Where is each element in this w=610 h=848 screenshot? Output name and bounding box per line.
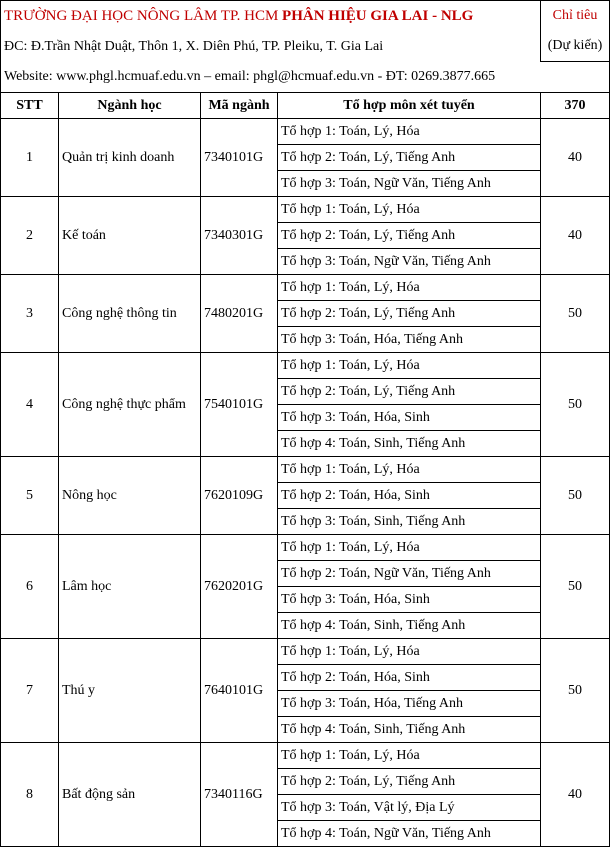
stt-cell: 6 (1, 535, 59, 639)
combo-cell: Tổ hợp 4: Toán, Sinh, Tiếng Anh (278, 717, 541, 743)
combo-cell: Tổ hợp 2: Toán, Lý, Tiếng Anh (278, 301, 541, 327)
stt-cell: 3 (1, 275, 59, 353)
table-row (1, 535, 610, 561)
combo-cell: Tổ hợp 2: Toán, Hóa, Sinh (278, 665, 541, 691)
combo-cell: Tổ hợp 3: Toán, Sinh, Tiếng Anh (278, 509, 541, 535)
school-name: TRƯỜNG ĐẠI HỌC NÔNG LÂM TP. HCM (4, 7, 279, 24)
table-row (1, 457, 610, 483)
code-cell: 7340101G (201, 119, 278, 197)
major-cell: Quản trị kinh doanh (59, 119, 201, 197)
combo-cell: Tổ hợp 2: Toán, Lý, Tiếng Anh (278, 379, 541, 405)
quota-cell: 40 (541, 743, 610, 847)
combo-cell: Tổ hợp 2: Toán, Hóa, Sinh (278, 483, 541, 509)
stt-cell: 1 (1, 119, 59, 197)
major-cell: Thú y (59, 639, 201, 743)
combo-cell: Tổ hợp 2: Toán, Lý, Tiếng Anh (278, 145, 541, 171)
combo-cell: Tổ hợp 1: Toán, Lý, Hóa (278, 457, 541, 483)
major-cell: Lâm học (59, 535, 201, 639)
table-row (1, 119, 610, 145)
combo-cell: Tổ hợp 1: Toán, Lý, Hóa (278, 353, 541, 379)
combo-cell: Tổ hợp 1: Toán, Lý, Hóa (278, 639, 541, 665)
code-cell: 7620201G (201, 535, 278, 639)
combo-cell: Tổ hợp 1: Toán, Lý, Hóa (278, 743, 541, 769)
major-cell: Công nghệ thực phẩm (59, 353, 201, 457)
combo-cell: Tổ hợp 1: Toán, Lý, Hóa (278, 197, 541, 223)
combo-cell: Tổ hợp 2: Toán, Lý, Tiếng Anh (278, 223, 541, 249)
stt-cell: 8 (1, 743, 59, 847)
quota-cell: 50 (541, 639, 610, 743)
code-cell: 7640101G (201, 639, 278, 743)
table-row (1, 197, 610, 223)
stt-cell: 2 (1, 197, 59, 275)
col-total: 370 (541, 93, 610, 119)
combo-cell: Tổ hợp 4: Toán, Sinh, Tiếng Anh (278, 613, 541, 639)
quota-cell: 50 (541, 457, 610, 535)
stt-cell: 7 (1, 639, 59, 743)
code-cell: 7340116G (201, 743, 278, 847)
branch-name: PHÂN HIỆU GIA LAI - NLG (282, 7, 474, 24)
combo-cell: Tổ hợp 3: Toán, Ngữ Văn, Tiếng Anh (278, 171, 541, 197)
col-combos: Tổ hợp môn xét tuyển (278, 93, 541, 119)
stt-cell: 4 (1, 353, 59, 457)
address-line: ĐC: Đ.Trần Nhật Duật, Thôn 1, X. Diên Phú, TP. Pleiku, T. Gia Lai (1, 32, 541, 62)
combo-cell: Tổ hợp 2: Toán, Ngữ Văn, Tiếng Anh (278, 561, 541, 587)
col-code: Mã ngành (201, 93, 278, 119)
col-major: Ngành học (59, 93, 201, 119)
table-row (1, 275, 610, 301)
col-stt: STT (1, 93, 59, 119)
quota-sub-label: (Dự kiến) (541, 32, 610, 62)
quota-label: Chỉ tiêu (541, 1, 610, 32)
quota-cell: 50 (541, 353, 610, 457)
table-row (1, 639, 610, 665)
combo-cell: Tổ hợp 1: Toán, Lý, Hóa (278, 535, 541, 561)
code-cell: 7620109G (201, 457, 278, 535)
combo-cell: Tổ hợp 4: Toán, Sinh, Tiếng Anh (278, 431, 541, 457)
major-cell: Kế toán (59, 197, 201, 275)
quota-cell: 50 (541, 275, 610, 353)
quota-cell: 40 (541, 197, 610, 275)
stt-cell: 5 (1, 457, 59, 535)
combo-cell: Tổ hợp 1: Toán, Lý, Hóa (278, 119, 541, 145)
code-cell: 7540101G (201, 353, 278, 457)
contact-line: Website: www.phgl.hcmuaf.edu.vn – email: phgl@hcmuaf.edu.vn - ĐT: 0269.3877.665 (1, 62, 610, 93)
combo-cell: Tổ hợp 3: Toán, Hóa, Sinh (278, 405, 541, 431)
table-row (1, 743, 610, 769)
code-cell: 7340301G (201, 197, 278, 275)
school-title (1, 1, 541, 32)
combo-cell: Tổ hợp 3: Toán, Hóa, Tiếng Anh (278, 691, 541, 717)
combo-cell: Tổ hợp 2: Toán, Lý, Tiếng Anh (278, 769, 541, 795)
major-cell: Bất động sản (59, 743, 201, 847)
major-cell: Nông học (59, 457, 201, 535)
combo-cell: Tổ hợp 4: Toán, Ngữ Văn, Tiếng Anh (278, 821, 541, 847)
quota-cell: 40 (541, 119, 610, 197)
quota-cell: 50 (541, 535, 610, 639)
table-row (1, 353, 610, 379)
major-cell: Công nghệ thông tin (59, 275, 201, 353)
combo-cell: Tổ hợp 3: Toán, Ngữ Văn, Tiếng Anh (278, 249, 541, 275)
combo-cell: Tổ hợp 1: Toán, Lý, Hóa (278, 275, 541, 301)
code-cell: 7480201G (201, 275, 278, 353)
combo-cell: Tổ hợp 3: Toán, Hóa, Tiếng Anh (278, 327, 541, 353)
combo-cell: Tổ hợp 3: Toán, Hóa, Sinh (278, 587, 541, 613)
combo-cell: Tổ hợp 3: Toán, Vật lý, Địa Lý (278, 795, 541, 821)
